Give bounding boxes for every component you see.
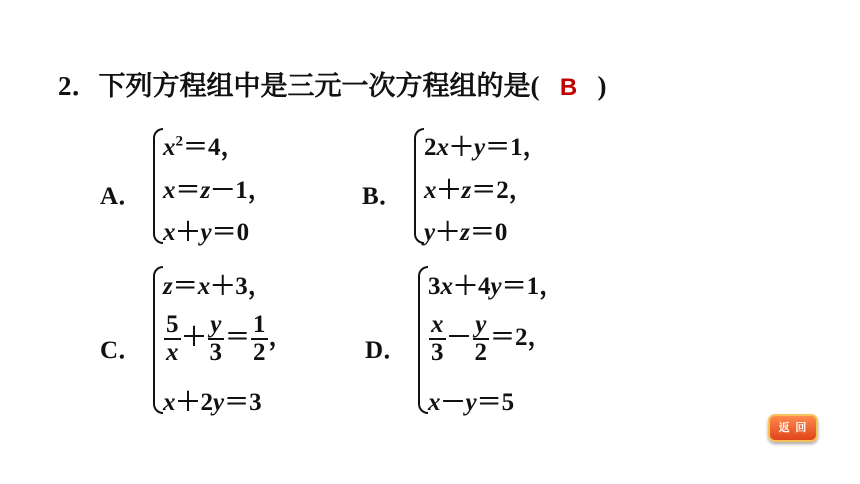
fraction-5-over-x: $\frac{5}{x}$: [166, 311, 179, 367]
question-number: 2．: [58, 71, 99, 101]
option-c-eq1: z＝x＋3，: [163, 273, 273, 300]
option-a-eq2: x＝z－1，: [163, 177, 273, 204]
option-a-brace: [153, 128, 163, 244]
option-c-brace: [153, 266, 163, 414]
question-text: 下列方程组中是三元一次方程组的是(: [98, 71, 540, 101]
option-d-eq3: x－y＝5: [428, 389, 515, 416]
question-close-paren: ): [597, 71, 607, 101]
option-c-label: C．: [100, 337, 144, 364]
fraction-y-over-2: $\frac{y}{2}$: [474, 311, 488, 367]
option-b-eq3: y＋z＝0: [424, 219, 508, 246]
option-b-eq1: 2x＋y＝1，: [424, 134, 548, 161]
fraction-y-over-3: $\frac{y}{3}$: [209, 311, 223, 367]
option-b-label: B．: [362, 183, 404, 210]
option-d-label: D．: [365, 337, 409, 364]
option-d-brace: [418, 266, 428, 414]
fraction-x-over-3: $\frac{x}{3}$: [431, 311, 444, 367]
return-button[interactable]: 返 回: [768, 414, 818, 442]
answer-choice: B: [559, 74, 578, 101]
option-c-eq2: $\frac{5}{x}$ ＋ $\frac{y}{3}$ ＝ $\frac{1}{2}$ ，: [166, 311, 294, 367]
option-a-eq3: x＋y＝0: [163, 219, 250, 246]
option-b-eq2: x＋z＝2，: [424, 177, 534, 204]
option-b-brace: [414, 128, 424, 244]
option-d-eq2: $\frac{x}{3}$ － $\frac{y}{2}$ ＝2，: [431, 311, 553, 367]
option-a-label: A．: [100, 183, 144, 210]
option-a-eq1: $x^2=4$，: [163, 133, 246, 161]
fraction-1-over-2: $\frac{1}{2}$: [253, 311, 266, 367]
option-d-eq1: 3x＋4y＝1，: [428, 273, 565, 300]
option-c-eq3: x＋2y＝3: [163, 389, 262, 416]
question-stem: [58, 64, 607, 103]
